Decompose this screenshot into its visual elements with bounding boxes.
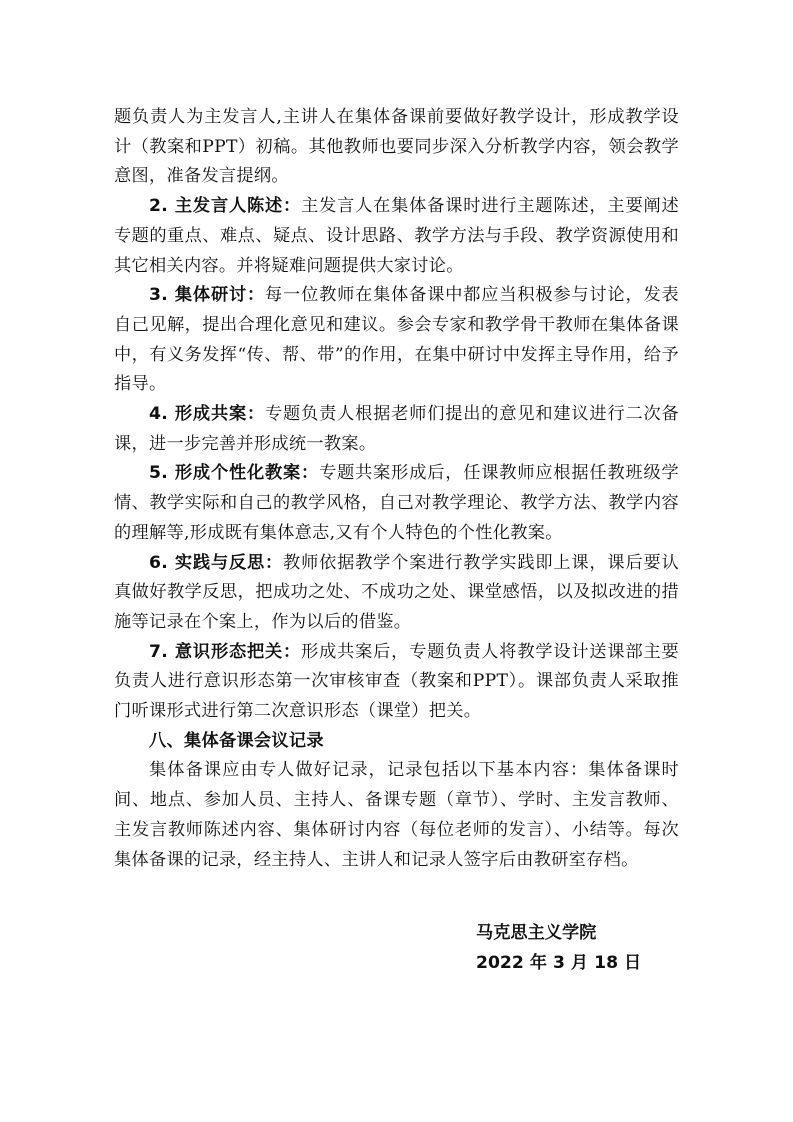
signature-block [476,918,641,978]
intro-paragraph: 题负责人为主发言人,主讲人在集体备课前要做好教学设计，形成教学设计（教案和PPT）初稿。其他教师也要同步深入分析教学内容，领会教学意图，准备发言提纲。 [114,107,679,187]
section-eight-text: 集体备课应由专人做好记录，记录包括以下基本内容：集体备课时间、地点、参加人员、主持人、备课专题（章节）、学时、主发言教师、主发言教师陈述内容、集体研讨内容（每位老师的发言）、小结等。每次集体备课的记录，经主持人、主讲人和记录人签字后由教研室存档。 [114,760,679,870]
item-3-paragraph [114,281,679,400]
section-eight-heading: 八、集体备课会议记录 [149,730,324,751]
item-7-paragraph [114,638,679,727]
item-6-text: 教师依据教学个案进行教学实践即上课，课后要认真做好教学反思，把成功之处、不成功之处、课堂感悟，以及拟改进的措施等记录在个案上，作为以后的借鉴。 [114,552,679,632]
item-5-paragraph [114,459,679,548]
item-3-label: 3. 集体研讨： [149,285,266,306]
item-4-paragraph [114,400,679,459]
item-4-text: 专题负责人根据老师们提出的意见和建议进行二次备课，进一步完善并形成统一教案。 [114,404,680,454]
item-6-paragraph [114,549,679,638]
item-5-label: 5. 形成个性化教案： [149,463,320,484]
item-3-text: 每一位教师在集体备课中都应当积极参与讨论，发表自己见解，提出合理化意见和建议。参会专家和教学骨干教师在集体备课中，有义务发挥“传、帮、带”的作用，在集中研讨中发挥主导作用，给予指导。 [114,285,680,395]
signature-organization: 马克思主义学院 [476,923,597,943]
item-7-text: 形成共案后，专题负责人将教学设计送课部主要负责人进行意识形态第一次审核审查（教案和PPT）。课部负责人采取推门听课形式进行第二次意识形态（课堂）把关。 [114,641,679,722]
item-2-text: 主发言人在集体备课时进行主题陈述，主要阐述专题的重点、难点、疑点、设计思路、教学方法与手段、教学资源使用和其它相关内容。并将疑难问题提供大家讨论。 [114,196,679,276]
signature-date: 2022 年 3 月 18 日 [476,953,642,973]
item-5-text: 专题共案形成后，任课教师应根据任教班级学情、教学实际和自己的教学风格，自己对教学理论、教学方法、教学内容的理解等,形成既有集体意志,又有个人特色的个性化教案。 [114,463,679,543]
document-body [114,103,679,875]
item-7-label: 7. 意识形态把关： [149,641,302,662]
item-2-label: 2. 主发言人陈述： [149,196,302,217]
item-6-label: 6. 实践与反思： [149,552,284,573]
item-4-label: 4. 形成共案： [149,404,266,425]
item-2-paragraph [114,192,679,281]
